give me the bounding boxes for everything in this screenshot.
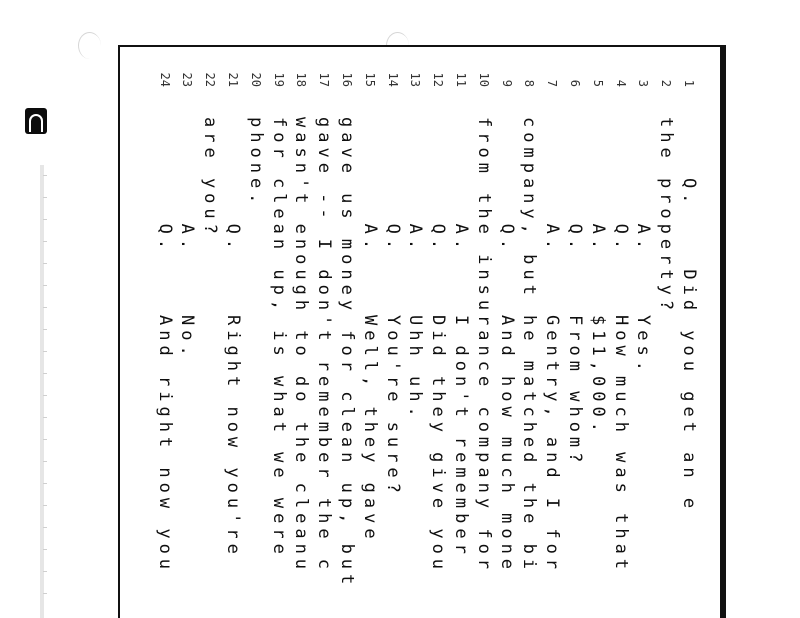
transcript-page <box>118 45 726 618</box>
line-text: A. I don't remember <box>451 117 471 559</box>
line-text: phone. <box>245 117 266 209</box>
line-number: 5 <box>590 79 605 87</box>
line-number: 4 <box>613 79 628 87</box>
binding-tick <box>43 285 47 286</box>
line-text: A. Uhh uh. <box>405 117 426 422</box>
transcript-body <box>154 65 700 618</box>
binding-tick <box>43 373 47 374</box>
binding-edge <box>40 165 44 618</box>
line-text: from the insurance company for <box>473 117 494 575</box>
line-number: 20 <box>248 72 263 87</box>
line-number: 6 <box>568 79 582 87</box>
line-number: 22 <box>203 72 218 87</box>
line-number: 15 <box>362 72 377 87</box>
line-number: 1 <box>682 79 696 87</box>
line-number: 16 <box>340 72 354 87</box>
line-text: for clean up, is what we were <box>268 117 289 575</box>
line-number: 14 <box>385 72 400 87</box>
line-text: A. No. <box>177 117 198 361</box>
line-text: Q. Right now you're <box>223 117 243 559</box>
binding-tick <box>43 241 47 242</box>
binding-tick <box>43 307 47 308</box>
binding-tick <box>43 549 47 550</box>
line-number: 11 <box>454 72 468 87</box>
line-text: wasn't enough to do the cleanu <box>291 117 312 575</box>
line-text: A. Well, they gave <box>359 117 380 544</box>
binding-tick <box>43 329 47 330</box>
line-text: Q. How much was that <box>610 117 631 575</box>
binding-tick <box>43 505 47 506</box>
binding-tick <box>43 439 47 440</box>
line-number: 9 <box>499 79 514 87</box>
line-number: 21 <box>226 72 240 87</box>
binding-tick <box>43 461 47 462</box>
line-number: 7 <box>545 79 560 87</box>
binding-tick <box>43 395 47 396</box>
binding-tick <box>43 175 47 176</box>
punch-hole <box>78 32 101 59</box>
line-text: A. $11,000. <box>587 117 608 437</box>
line-text: Q. From whom? <box>565 117 585 468</box>
line-text: the property? <box>656 117 677 316</box>
line-text: Q. You're sure? <box>382 117 403 498</box>
line-text: are you? <box>200 117 221 239</box>
line-text: A. Yes. <box>633 117 654 376</box>
binding-tick <box>43 263 47 264</box>
line-text: Q. And right now you <box>154 117 175 575</box>
line-text: Q. Did you get an e <box>679 117 699 514</box>
binding-tick <box>43 197 47 198</box>
line-number: 13 <box>408 72 423 87</box>
line-number: 3 <box>636 79 651 87</box>
line-text: Q. And how much mone <box>496 117 517 575</box>
line-number: 8 <box>522 79 537 87</box>
line-text: Q. Did they give you <box>428 117 449 575</box>
line-text: A. Gentry, and I for <box>542 117 563 575</box>
line-number: 18 <box>294 72 309 87</box>
line-text: gave -- I don't remember the c <box>314 117 335 575</box>
line-text: gave us money for clean up, but <box>337 117 357 590</box>
binding-tick <box>43 483 47 484</box>
binding-tick <box>43 219 47 220</box>
line-number: 10 <box>476 72 491 87</box>
line-number: 2 <box>659 79 674 87</box>
line-number: 24 <box>157 72 172 87</box>
binding-tick <box>43 593 47 594</box>
binder-tab-icon <box>25 108 47 134</box>
binding-tick <box>43 571 47 572</box>
line-text: company, but he matched the bi <box>519 117 540 575</box>
binding-tick <box>43 527 47 528</box>
line-number: 12 <box>431 72 446 87</box>
binding-tick <box>43 351 47 352</box>
line-number: 17 <box>317 72 332 87</box>
line-number: 19 <box>271 72 286 87</box>
binding-tick <box>43 417 47 418</box>
line-number: 23 <box>180 72 195 87</box>
